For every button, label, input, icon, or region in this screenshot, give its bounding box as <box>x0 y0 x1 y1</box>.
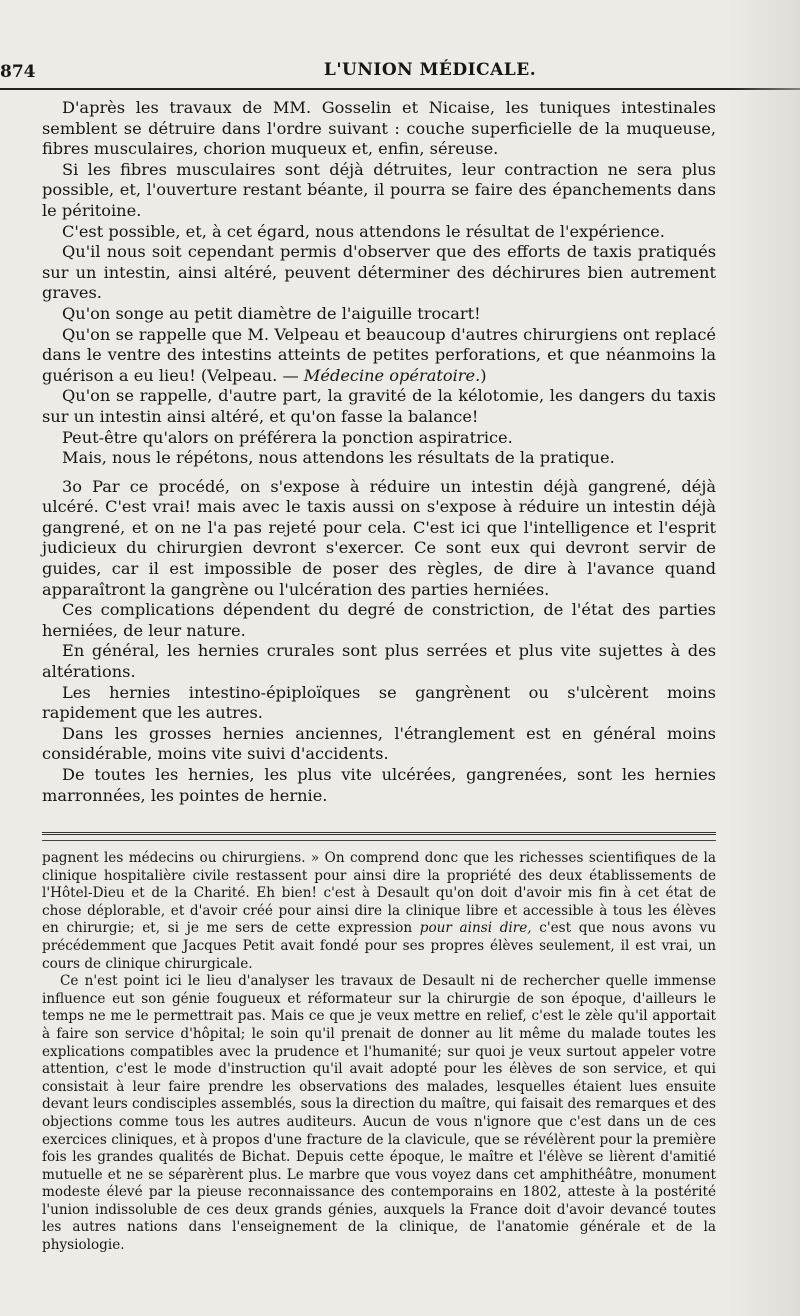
footnote-text-end: c'est que nous avons vu précédemment que Jacques Petit avait fondé pour ses propres élèves seulement, il est vrai, un cours de clinique chirurgicale. <box>42 920 716 972</box>
paragraph-text: Qu'on se rappelle que M. Velpeau et beaucoup d'autres chirurgiens ont replacé dans le ventre des intestins atteints de petites perforations, et que néanmoins la guérison a eu lieu! (Velpeau. — <box>42 324 716 385</box>
main-text <box>42 98 716 806</box>
paragraph: 3o Par ce procédé, on s'expose à réduire un intestin déjà gangrené, déjà ulcéré. C'est vrai! mais avec le taxis aussi on s'expose à réduire un intestin déjà gangrené, et on ne l'a pas rejeté pour cela. C'est ici que l'intelligence et l'esprit judicieux du chirurgien devront s'exercer. Ce sont eux qui devront servir de guides, car il est impossible de poser des règles, de dire à l'avance quand apparaîtront la gangrène ou l'ulcération des parties herniées. <box>42 476 716 599</box>
paragraph: Dans les grosses hernies anciennes, l'étranglement est en général moins considérable, moins vite suivi d'accidents. <box>42 723 716 764</box>
paragraph: Qu'on se rappelle, d'autre part, la gravité de la kélotomie, les dangers du taxis sur un intestin ainsi altéré, et qu'on fasse la balance! <box>42 386 716 426</box>
paragraph-velpeau <box>42 325 716 387</box>
paragraph: En général, les hernies crurales sont plus serrées et plus vite sujettes à des altérations. <box>42 641 716 682</box>
footnote-paragraph: Ce n'est point ici le lieu d'analyser les travaux de Desault ni de rechercher quelle immense influence eut son génie fougueux et réformateur sur la chirurgie de son époque, d'ailleurs le temps ne me le permettrait pas. Mais ce que je veux mettre en relief, c'est le zèle qu'il apportait à faire son service d'hôpital; le soin qu'il prenait de donner au lit même du malade toutes les explications compatibles avec la prudence et l'humanité; sur quoi je veux surtout appeler votre attention, c'est le mode d'instruction qu'il avait adopté pour les élèves de son service, et qui consistait à leur faire prendre les observations des malades, lesquelles étaient lues ensuite devant leurs condisciples assemblés, sous la direction du maître, qui faisait des remarques et des objections comme tous les autres auditeurs. Aucun de vous n'ignore que c'est dans un de ces exercices cliniques, et à propos d'une fracture de la clavicule, que se révélèrent pour la première fois les grandes qualités de Bichat. Depuis cette époque, le maître et l'élève se lièrent d'amitié mutuelle et ne se séparèrent plus. Le marbre que vous voyez dans cet amphithéâtre, monument modeste élevé par la pieuse reconnaissance des contemporains en 1802, atteste à la postérité l'union indissoluble de ces deux grands génies, auxquels la France doit d'avoir devancé toutes les autres nations dans l'enseignement de la clinique, de l'anatomie générale et de la physiologie. <box>42 973 716 1254</box>
journal-title: L'UNION MÉDICALE. <box>323 60 537 80</box>
page-number: 874 <box>0 62 36 82</box>
paragraph: Qu'on songe au petit diamètre de l'aiguille trocart! <box>62 303 481 323</box>
paragraph: Ces complications dépendent du degré de constriction, de l'état des parties herniées, de leur nature. <box>42 600 716 640</box>
paragraph: Si les fibres musculaires sont déjà détruites, leur contraction ne sera plus possible, et, l'ouverture restant béante, il pourra se faire des épanchements dans le péritoine. <box>42 159 716 220</box>
citation-close: ) <box>480 365 487 385</box>
header-rule <box>0 88 800 90</box>
paragraph: Peut-être qu'alors on préférera la ponction aspiratrice. <box>62 427 513 447</box>
paragraph: Les hernies intestino-épiploïques se gangrènent ou s'ulcèrent moins rapidement que les autres. <box>42 682 716 723</box>
footnote-italic: pour ainsi dire, <box>419 920 532 937</box>
footnote-separator <box>42 832 716 837</box>
footnote-paragraph <box>42 850 716 973</box>
paragraph: Mais, nous le répétons, nous attendons les résultats de la pratique. <box>62 448 615 468</box>
footnote-text-start: pagnent les médecins ou chirurgiens. » On comprend donc que les richesses scientifiques de la clinique hospitalière civile restassent pour ainsi dire la propriété des deux établissements de l'Hôtel-Dieu et de la Charité. Eh bien! c'est à Desault qu'on doit d'avoir mis fin à cet état de chose déplorable, et d'avoir créé pour ainsi dire la clinique libre et accessible à tous les élèves en chirurgie; et, si je me sers de cette expression <box>42 850 716 937</box>
citation-title: Médecine opératoire. <box>303 365 481 385</box>
footnote-text <box>42 850 716 1255</box>
paragraph: Qu'il nous soit cependant permis d'observer que des efforts de taxis pratiqués sur un intestin, ainsi altéré, peuvent déterminer des déchirures bien autrement graves. <box>42 242 716 303</box>
paragraph: D'après les travaux de MM. Gosselin et Nicaise, les tuniques intestinales semblent se détruire dans l'ordre suivant : couche superficielle de la muqueuse, fibres musculaires, chorion muqueux et, enfin, séreuse. <box>42 98 716 159</box>
paragraph: De toutes les hernies, les plus vite ulcérées, gangrenées, sont les hernies marronnées, les pointes de hernie. <box>42 765 716 805</box>
footnote-separator-thin <box>42 840 716 841</box>
paragraph: C'est possible, et, à cet égard, nous attendons le résultat de l'expérience. <box>62 221 665 241</box>
